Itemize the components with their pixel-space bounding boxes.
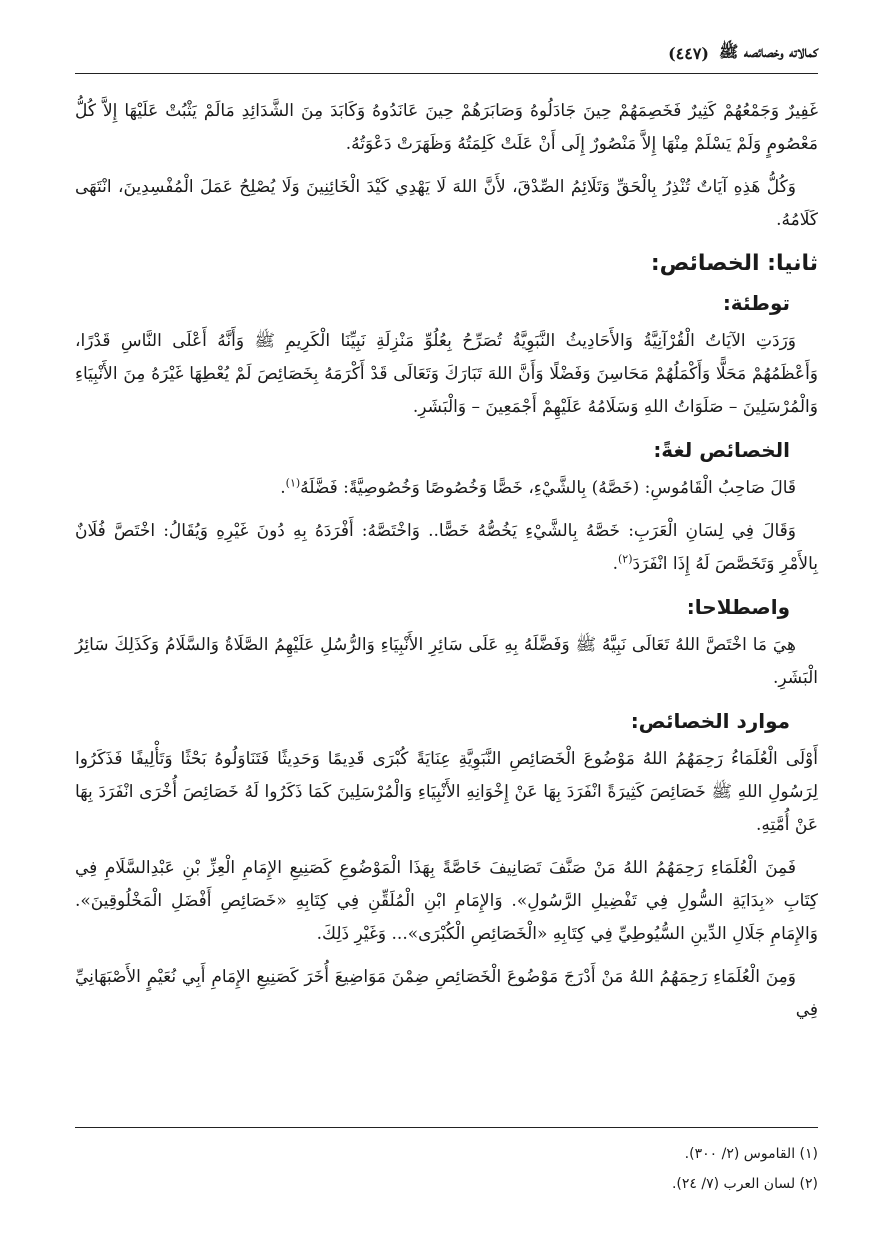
subsection-heading: الخصائص لغةً:: [653, 438, 790, 462]
page-header: [75, 42, 818, 65]
paragraph-text: وَقَالَ فِي لِسَانِ الْعَرَبِ: خَصَّهُ بِالشَّيْءِ يَخُصُّهُ خَصًّا.. وَاخْتَصَّهُ: أَفْرَدَهُ بِهِ دُونَ غَيْرِهِ وَيُقَالُ: اخْتَصَّ فُلَانٌ بِالأَمْرِ وَتَخَصَّصَ لَهُ إِذَا انْفَرَدَ: [75, 521, 818, 574]
footnote-ref[interactable]: (١): [285, 476, 301, 490]
paragraph: أَوْلَى الْعُلَمَاءُ رَحِمَهُمُ اللهُ مَوْضُوعَ الْخَصَائِصِ النَّبَوِيَّةِ عِنَايَةً كُبْرَى قَدِيمًا وَحَدِيثًا فَتَنَاوَلُوهُ بَحْثًا وَتَأْلِيفًا فَذَكَرُوا لِرَسُولِ اللهِ ﷺ خَصَائِصَ كَثِيرَةً انْفَرَدَ بِهَا عَنْ إِخْوَانِهِ الأَنْبِيَاءِ وَالْمُرْسَلِينَ كَمَا ذَكَرُوا لَهُ خَصَائِصَ أُخْرَى انْفَرَدَ بِهَا عَنْ أُمَّتِهِ.: [75, 749, 818, 835]
footnote-divider: [75, 1127, 818, 1128]
footnote: (٢) لسان العرب (٧/ ٢٤).: [671, 1176, 818, 1192]
subsection-heading: توطئة:: [722, 291, 790, 315]
section-heading: ثانيا: الخصائص:: [650, 251, 818, 276]
paragraph-text: قَالَ صَاحِبُ الْقَامُوسِ: (خَصَّهُ) بِالشَّيْءِ، خَصًّا وَخُصُوصًا وَخُصُوصِيَّةً: فَضَّلَهُ: [300, 478, 796, 498]
footnote-ref[interactable]: (٢): [617, 552, 633, 566]
header-divider: [75, 73, 818, 74]
paragraph: غَفِيرٌ وَجَمْعُهُمْ كَثِيرٌ فَخَصِمَهُمْ حِينَ جَادَلُوهُ وَصَابَرَهُمْ حِينَ عَانَدُوهُ وَكَابَدَ مِنَ الشَّدَائِدِ مَالَمْ يَثْبُتْ عَلَيْهَا إِلاَّ كُلُّ مَعْصُومٍ وَلَمْ يَسْلَمْ مِنْهَا إِلاَّ مَنْصُورٌ إِلَى أَنْ عَلَتْ كَلِمَتُهُ وَظَهَرَتْ دَعْوَتُهُ.: [75, 101, 818, 154]
subsection-heading: واصطلاحا:: [686, 595, 790, 619]
paragraph: وَرَدَتِ الآيَاتُ الْقُرْآنِيَّةُ وَالأَحَادِيثُ النَّبَوِيَّةُ تُصَرِّحُ بِعُلُوِّ مَنْزِلَةِ نَبِيِّنَا الْكَرِيمِ ﷺ وَأَنَّهُ أَعْلَى النَّاسِ قَدْرًا، وَأَعْظَمُهُمْ مَحَلًّا وَأَكْمَلُهُمْ مَحَاسِنَ وَفَضْلًا وَأَنَّ اللهَ تَبَارَكَ وَتَعَالَى قَدْ أَكْرَمَهُ بِخَصَائِصَ لَمْ يُعْطِهَا غَيْرَهُ مِنَ الأَنْبِيَاءِ وَالْمُرْسَلِينَ – صَلَوَاتُ اللهِ وَسَلَامُهُ عَلَيْهِمْ أَجْمَعِينَ – وَالْبَشَرِ.: [75, 331, 818, 417]
subsection-heading: موارد الخصائص:: [630, 709, 790, 733]
footnote: (١) القاموس (٢/ ٣٠٠).: [684, 1146, 818, 1162]
paragraph: فَمِنَ الْعُلَمَاءِ رَحِمَهُمُ اللهُ مَنْ صَنَّفَ تَصَانِيفَ خَاصَّةً بِهَذَا الْمَوْضُوعِ كَصَنِيعِ الإِمَامِ الْعِزِّ بْنِ عَبْدِالسَّلَامِ فِي كِتَابِ «بِدَايَةِ السُّولِ فِي تَفْضِيلِ الرَّسُولِ». وَالإِمَامِ ابْنِ الْمُلَقِّنِ فِي كِتَابِهِ «خَصَائِصِ أَفْضَلِ الْمَخْلُوقِينَ». وَالإِمَامِ جَلَالِ الدِّينِ السُّيُوطِيِّ فِي كِتَابِهِ «الْخَصَائِصِ الْكُبْرَى»... وَغَيْرِ ذَلِكَ.: [75, 858, 818, 944]
paragraph: وَمِنَ الْعُلَمَاءِ رَحِمَهُمُ اللهُ مَنْ أَدْرَجَ مَوْضُوعَ الْخَصَائِصِ ضِمْنَ مَوَاضِيعَ أُخَرَ كَصَنِيعِ الإِمَامِ أَبِي نُعَيْمٍ الأَصْبَهَانِيِّ فِي: [75, 967, 818, 1020]
page-number: (٤٤٧): [668, 44, 709, 63]
paragraph: وَكُلُّ هَذِهِ آيَاتٌ تُنْذِرُ بِالْحَقِّ وَتَلَائِمُ الصِّدْقَ، لأَنَّ اللهَ لَا يَهْدِي كَيْدَ الْخَائِنِينَ وَلَا يُصْلِحُ عَمَلَ الْمُفْسِدِينَ، انْتَهَى كَلَامُهُ.: [75, 177, 818, 230]
paragraph: وَقَالَ فِي لِسَانِ الْعَرَبِ: خَصَّهُ بِالشَّيْءِ يَخُصُّهُ خَصًّا.. وَاخْتَصَّهُ: أَفْرَدَهُ بِهِ دُونَ غَيْرِهِ وَيُقَالُ: اخْتَصَّ فُلَانٌ بِالأَمْرِ وَتَخَصَّصَ لَهُ إِذَا انْفَرَدَ$^{(٢)}$.: [75, 521, 818, 574]
footnotes: [75, 1140, 818, 1200]
paragraph: هِيَ مَا اخْتَصَّ اللهُ تَعَالَى نَبِيَّهُ ﷺ وَفَضَّلَهُ بِهِ عَلَى سَائِرِ الأَنْبِيَاءِ وَالرُّسُلِ عَلَيْهِمُ الصَّلَاةُ وَالسَّلَامُ وَكَذَلِكَ سَائِرُ الْبَشَرِ.: [75, 635, 818, 688]
paragraph: قَالَ صَاحِبُ الْقَامُوسِ: (خَصَّهُ) بِالشَّيْءِ، خَصًّا وَخُصُوصًا وَخُصُوصِيَّةً: فَضَّلَهُ$^{(١)}$.: [280, 476, 796, 498]
main-text: [75, 95, 818, 1037]
running-title: كمالاته وخصائصه ﷺ: [719, 42, 818, 61]
